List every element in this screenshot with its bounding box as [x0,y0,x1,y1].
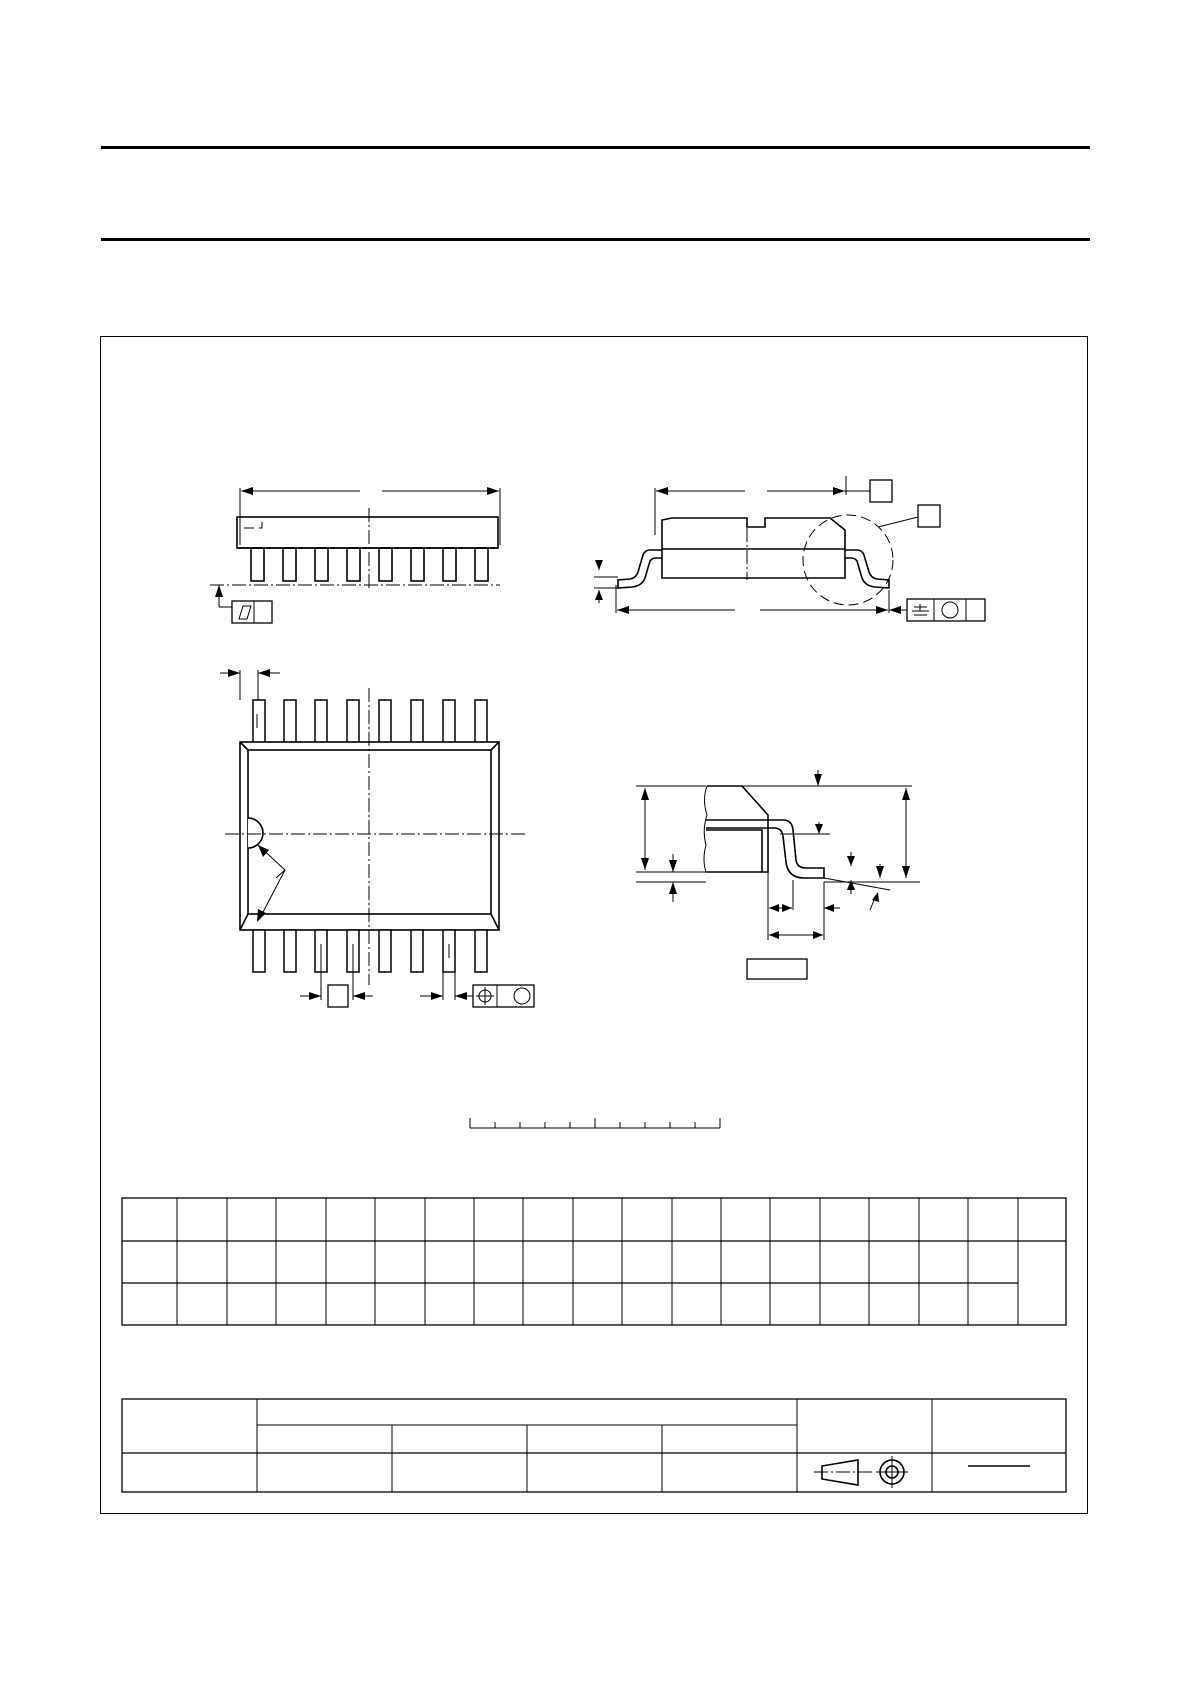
coplanarity-control-frame [907,599,985,621]
detail-label-box [747,959,807,979]
top-view-pins-lower [253,930,487,972]
pitch-box [328,985,348,1007]
datum-box-2 [918,505,940,527]
flatness-control-frame [232,601,272,623]
top-view [220,669,534,1007]
detail-view [636,770,920,979]
datum-box-1 [870,480,892,502]
outline-table [122,1399,1066,1492]
dimensions-table [122,1198,1066,1325]
side-view [210,487,500,623]
top-view-pins-upper [253,700,487,744]
end-view [594,476,985,621]
scale-bar [470,1118,720,1128]
projection-symbol [814,1456,908,1488]
position-control-frame [473,985,534,1007]
side-view-pins [237,548,498,581]
